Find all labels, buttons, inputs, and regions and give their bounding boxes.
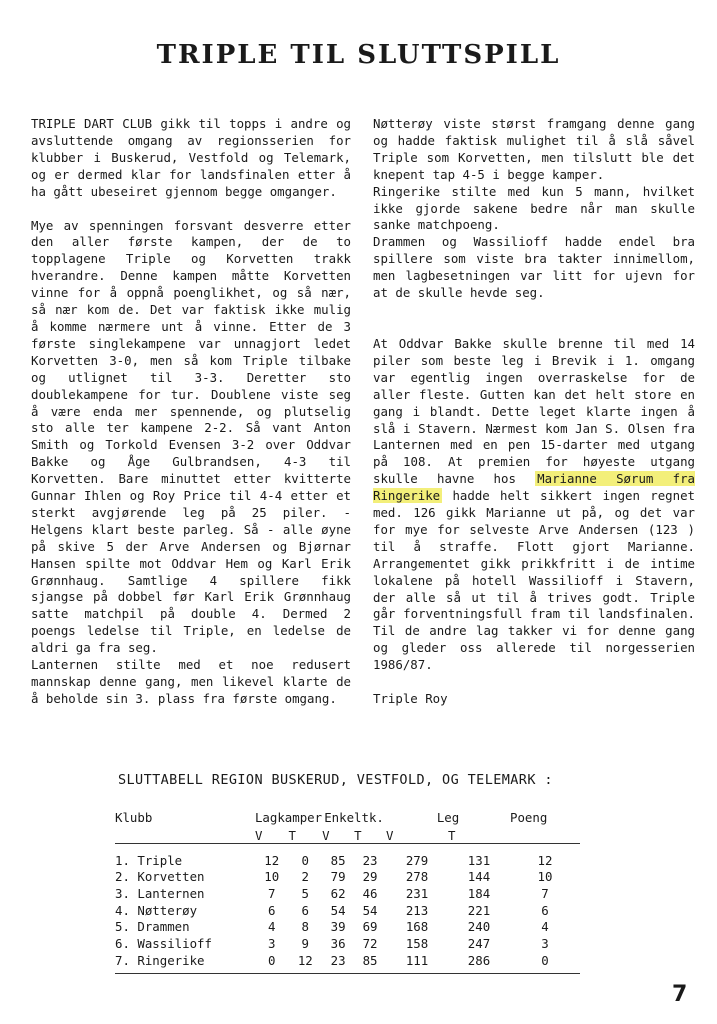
column-header-v: V [386,825,448,844]
cell-leg-v: 279 [405,852,429,868]
column-header-poeng: Poeng [509,809,548,825]
cell-club: 2. Korvetten [115,869,205,885]
paragraph: Mye av spenningen forsvant desverre etter den aller første kampen, der de to topplagene Triple og Korvetten trakk hverandre. Denne kampen måtte Korvetten vinne for å oppnå poenglikhet, og så nær, så nær kom de. Det var faktisk ikke mulig å komme nærmere unt å vinne. Etter de 3 første singlekampene var unnagjort ledet Korvetten 3-0, men så kom Triple tilbake og utlignet til 3-3. Deretter sto doublekampene for tur. Doublene viste seg å være enda mer spennende, og plutselig sto alle ter kampene 2-2. Så vant Anton Smith og Torkold Evensen 3-2 over Oddvar Bakke og Åge Gulbrandsen, 4-3 til Korvetten. Bare minuttet etter kvitterte Gunnar Ihlen og Roy Price til 4-4 etter et sterkt avgjørende leg på 25 piler. - Helgens klart beste parleg. Så - alle øyne på skive 5 der Arve Andersen og Bjørnar Hansen spilte mot Oddvar Hem og Karl Erik Grønnhaug. Samtlige 4 spillere fikk sjangse på dobbel før Karl Erik Grønnhaug satte matchpil på double 4. Dermed 2 poengs ledelse til Triple, en ledelse de aldri ga fra seg. [31,217,351,656]
left-column [31,116,351,708]
cell-leg-t: 240 [467,919,491,935]
highlighted-text: Marianne Sørum fra Ringerike [373,471,696,504]
cell-enkeltk-t: 85 [354,952,386,973]
cell-club: 5. Drammen [115,919,190,935]
table-row [115,902,580,919]
cell-lagkamper-t: 12 [289,952,323,973]
cell-club: 1. Triple [115,852,183,868]
cell-enkeltk-v: 54 [330,902,346,918]
column-header-v: V [322,825,354,844]
cell-poeng: 6 [541,902,549,918]
cell-leg-v: 278 [405,869,429,885]
cell-poeng: 12 [537,852,553,868]
standings-table [115,808,580,974]
table-row [115,868,580,885]
cell-lagkamper-v: 6 [267,902,276,918]
cell-leg-v: 168 [405,919,429,935]
cell-lagkamper-v: 4 [267,919,276,935]
cell-leg-t: 286 [448,952,510,973]
cell-leg-t: 221 [467,902,491,918]
cell-lagkamper-v: 7 [267,885,276,901]
cell-poeng: 4 [541,919,549,935]
column-header-v: V [255,825,289,844]
paragraph [373,336,695,674]
right-column [373,116,695,708]
signature: Triple Roy [373,691,448,707]
cell-poeng: 10 [537,869,553,885]
cell-enkeltk-t: 23 [362,852,378,868]
paragraph-text: At Oddvar Bakke skulle brenne til med 14 piler som beste leg i Brevik i 1. omgang var egentlig ingen overraskelse for de aller fleste. Gutten kan det helt store en gang i blandt. Dette leget klarte ingen å slå i Stavern. Nærmest kom Jan S. Olsen fra Lanternen med en pen 15-darter med utgang på 108. At premien for høyeste utgang skulle havne hos [373,335,695,487]
cell-club: 3. Lanternen [115,885,205,901]
cell-club: 6. Wassilioff [115,935,212,951]
column-header-t: T [448,825,510,844]
table-row [115,885,580,902]
cell-poeng: 0 [510,952,580,973]
cell-lagkamper-t: 8 [301,919,310,935]
cell-lagkamper-t: 2 [301,869,310,885]
column-header-enkeltk: Enkeltk. [324,809,384,825]
cell-lagkamper-v: 12 [264,852,280,868]
cell-enkeltk-v: 85 [330,852,346,868]
cell-lagkamper-t: 6 [301,902,310,918]
paragraph: Nøtterøy viste størst framgang denne gang og hadde faktisk mulighet til å slå såvel Triple som Korvetten, men tilslutt ble det knepent tap 4-5 i begge kamper. [373,116,695,182]
table-row [115,935,580,952]
column-header-t: T [354,825,386,844]
cell-leg-t: 144 [467,869,491,885]
cell-leg-v: 111 [386,952,448,973]
cell-enkeltk-t: 54 [362,902,378,918]
cell-enkeltk-t: 29 [362,869,378,885]
paragraph: Drammen og Wassilioff hadde endel bra spillere som viste bra takter innimellom, men lagbesetningen var litt for ujevn for at de skulle hevde seg. [373,234,695,301]
cell-enkeltk-v: 79 [330,869,346,885]
cell-leg-t: 247 [467,935,491,951]
cell-leg-v: 231 [405,885,429,901]
cell-leg-t: 184 [467,885,491,901]
paragraph: TRIPLE DART CLUB gikk til topps i andre og avsluttende omgang av regionsserien for klubber i Buskerud, Vestfold og Telemark, og er dermed klar for landsfinalen etter å ha gått ubeseiret gjennom begge omganger. [31,116,351,199]
cell-lagkamper-v: 10 [264,869,280,885]
cell-enkeltk-v: 62 [330,885,346,901]
cell-lagkamper-t: 5 [301,885,310,901]
cell-enkeltk-v: 23 [322,952,354,973]
paragraph-text: hadde helt sikkert ingen regnet med. 126 gikk Marianne ut på, og det var for mye for selveste Arve Andersen (123 ) til å straffe. Flott gjort Marianne. Arrangementet gikk prikkfritt i de intime lokalene på hotell Wassilioff i Stavern, der alle så ut til å trives godt. Triple går forventningsfull fram til landsfinalen. Til de andre lag takker vi for denne gang og gleder oss allerede til norgesserien 1986/87. [373,488,695,673]
cell-poeng: 7 [541,885,549,901]
cell-club: 7. Ringerike [115,952,255,973]
paragraph: Ringerike stilte med kun 5 mann, hvilket ikke gjorde sakene bedre når man skulle sanke matchpoeng. [373,183,695,233]
paragraph: Lanternen stilte med et noe redusert mannskap denne gang, men likevel klarte de å beholde sin 3. plass fra første omgang. [31,657,351,706]
column-header-club: Klubb [115,809,153,825]
cell-leg-v: 213 [405,902,429,918]
table-row [115,952,580,973]
cell-club: 4. Nøtterøy [115,902,198,918]
cell-lagkamper-v: 0 [255,952,289,973]
cell-leg-t: 131 [467,852,491,868]
cell-enkeltk-v: 36 [330,935,346,951]
cell-enkeltk-t: 69 [362,919,378,935]
cell-poeng: 3 [541,935,549,951]
column-header-t: T [289,825,323,844]
cell-enkeltk-t: 72 [362,935,378,951]
cell-enkeltk-t: 46 [362,885,378,901]
cell-leg-v: 158 [405,935,429,951]
page-number: 7 [672,982,688,1007]
table-row [115,843,580,868]
cell-lagkamper-t: 9 [301,935,310,951]
article-title: TRIPLE TIL SLUTTSPILL [156,40,561,70]
standings-body [115,843,580,973]
table-row [115,918,580,935]
column-header-lagkamper: Lagkamper [254,809,323,825]
cell-lagkamper-v: 3 [267,935,276,951]
cell-enkeltk-v: 39 [330,919,346,935]
cell-lagkamper-t: 0 [301,852,310,868]
table-title: SLUTTABELL REGION BUSKERUD, VESTFOLD, OG TELEMARK : [118,772,553,788]
column-header-leg: Leg [436,809,460,825]
